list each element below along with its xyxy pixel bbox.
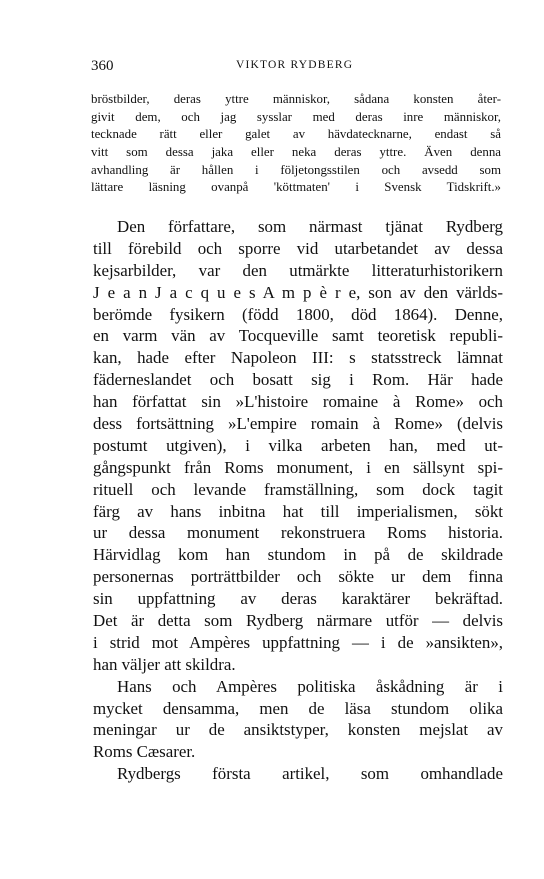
quote-line: tecknade rätt eller galet av hävdatecknarne, endast så: [91, 127, 501, 142]
body-line: Härvidlag kom han stundom in på de skildrade: [93, 545, 503, 565]
body-line: fäderneslandet och bosatt sig i Rom. Här hade: [93, 370, 503, 390]
body-line: dess fortsättning »L'empire romain à Rome» (delvis: [93, 414, 503, 434]
quote-line: avhandling är hållen i följetongsstilen och avsedd som: [91, 162, 501, 177]
body-line: Den författare, som närmast tjänat Rydberg: [117, 217, 503, 236]
body-line: berömde fysikern (född 1800, död 1864). Denne,: [93, 304, 503, 324]
body-line: en varm vän av Tocqueville samt teoretisk republi-: [93, 326, 503, 346]
quote-line: givit dem, och jag sysslar med deras inre människor,: [91, 109, 501, 124]
body-line: kan, hade efter Napoleon III: s statsstreck lämnat: [93, 348, 503, 368]
body-line: ur dessa monument rekonstruera Roms historia.: [93, 523, 503, 543]
body-line: han författat sin »L'histoire romaine à Rome» och: [93, 392, 503, 412]
body-line: Rydbergs första artikel, som omhandlade: [117, 764, 503, 784]
quote-line: lättare läsning ovanpå 'köttmaten' i Svensk Tidskrift.»: [91, 180, 501, 195]
quote-line: vitt som dessa jaka eller neka deras yttre. Även denna: [91, 145, 501, 160]
running-title: VIKTOR RYDBERG: [236, 59, 354, 71]
body-line: i strid mot Ampères uppfattning — i de »ansikten»,: [93, 632, 503, 652]
body-line: postumt utgiven), i vilka arbeten han, med ut-: [93, 435, 503, 455]
body-line: han väljer att skildra.: [93, 654, 236, 674]
body-line: Det är detta som Rydberg närmare utför — delvis: [93, 611, 503, 631]
body-line: personernas porträttbilder och sökte ur dem finna: [93, 567, 503, 587]
body-line: J e a n J a c q u e s A m p è r e, son av den världs-: [93, 282, 503, 302]
body-line: färg av hans inbitna hat till imperialismen, sökt: [93, 501, 503, 521]
body-line: kejsarbilder, var den utmärkte litteraturhistorikern: [93, 260, 503, 280]
body-line: Hans och Ampères politiska åskådning är i: [117, 676, 503, 696]
body-line: meningar ur de ansiktstyper, konsten mejslat av: [93, 720, 503, 740]
quote-paragraph: [91, 91, 501, 197]
body-text: [93, 216, 503, 785]
page-number: 360: [91, 58, 114, 74]
body-line: till förebild och sporre vid utarbetandet av dessa: [93, 238, 503, 258]
quote-line: bröstbilder, deras yttre människor, sådana konsten åter-: [91, 92, 501, 106]
running-head: [91, 58, 501, 78]
body-line: gångspunkt från Roms monument, i en sällsynt spi-: [93, 457, 503, 477]
body-line: rituell och levande framställning, som dock tagit: [93, 479, 503, 499]
body-line: sin uppfattning av deras karaktärer bekräftad.: [93, 589, 503, 609]
body-line: Roms Cæsarer.: [93, 742, 196, 762]
body-line: mycket densamma, men de läsa stundom olika: [93, 698, 503, 718]
